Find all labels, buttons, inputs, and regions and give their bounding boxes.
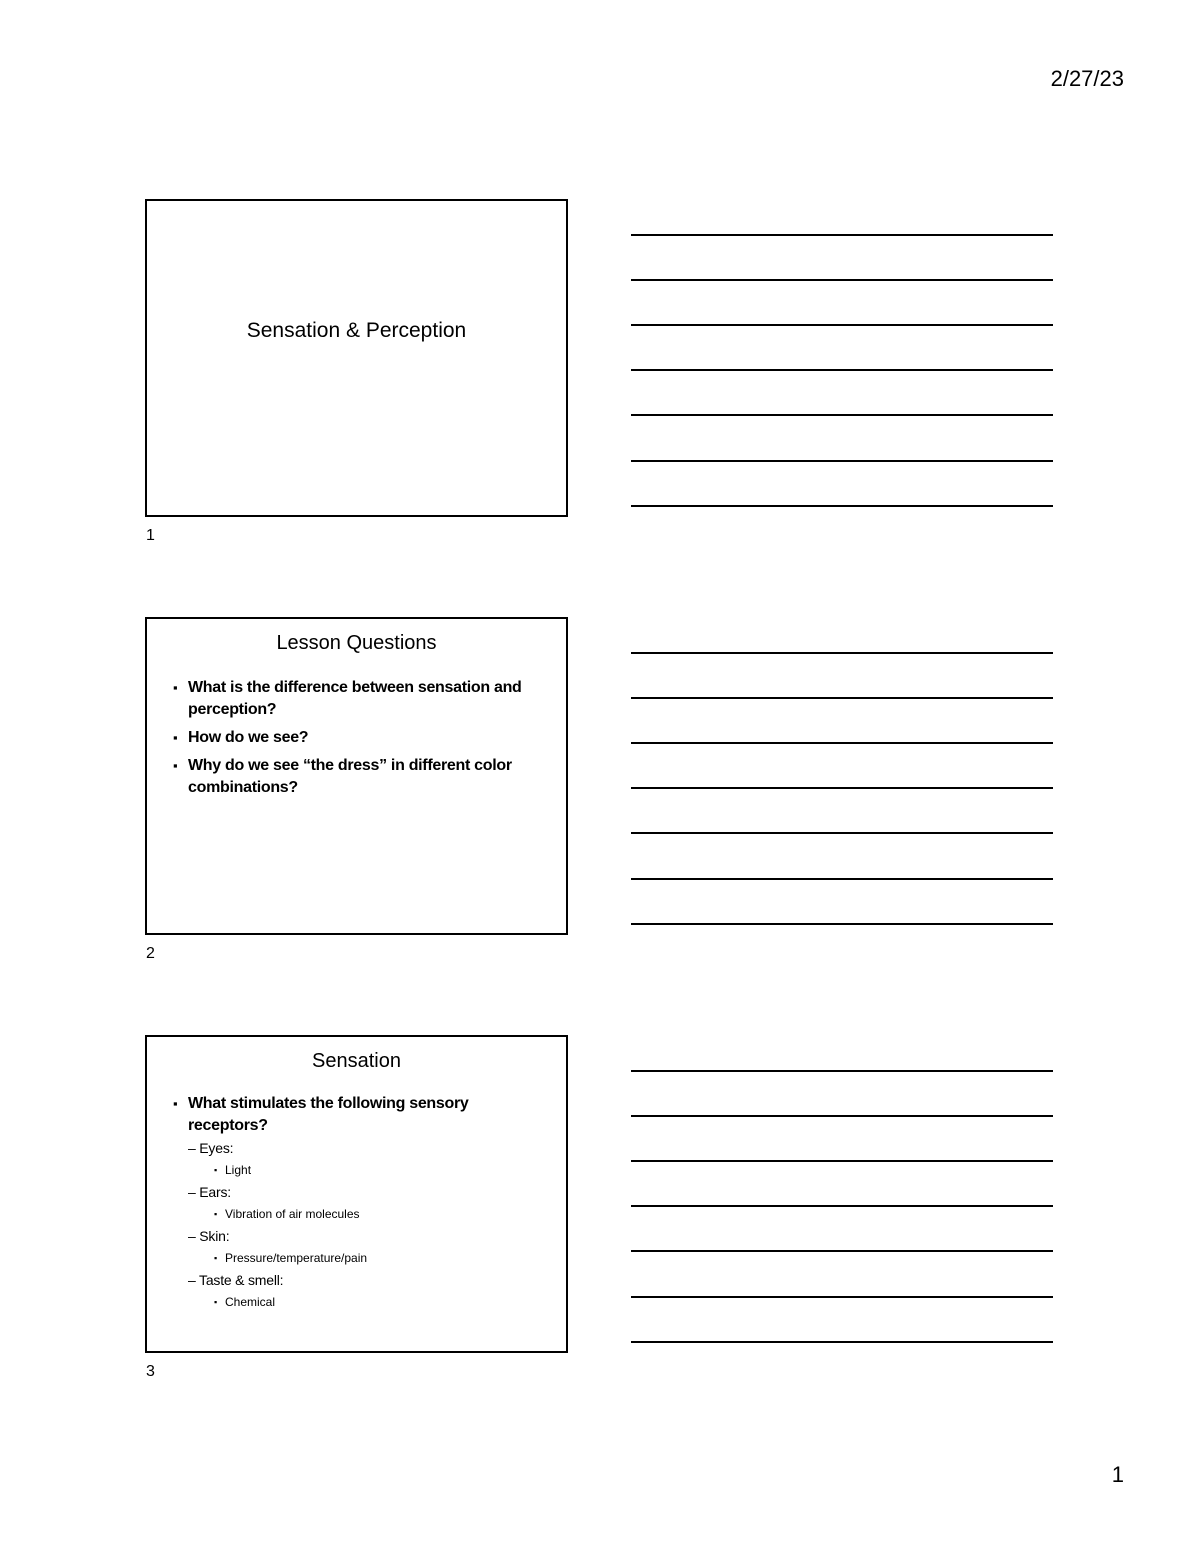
- slide-1: [145, 199, 568, 517]
- sub-item: – Skin: ▪ Pressure/temperature/pain: [188, 1225, 544, 1269]
- sub-item: – Eyes: ▪ Light: [188, 1137, 544, 1181]
- note-line: [631, 652, 1053, 654]
- bullet-icon: ▪: [214, 1165, 218, 1175]
- note-line: [631, 878, 1053, 880]
- note-line: [631, 1296, 1053, 1298]
- bullet-item: ▪ What stimulates the following sensory receptors? – Eyes: ▪ Light – Ears: ▪ Vibration of air molecules – Skin: ▪ Pressure/temperature/pain – Taste & smell: ▪ Chemical: [173, 1093, 544, 1313]
- bullet-icon: ▪: [173, 758, 178, 773]
- bullet-icon: ▪: [214, 1253, 218, 1263]
- slide-2: [145, 617, 568, 935]
- detail-item: ▪ Light: [214, 1159, 544, 1181]
- sub-item: – Taste & smell: ▪ Chemical: [188, 1269, 544, 1313]
- slide-number: 3: [146, 1363, 155, 1380]
- note-line: [631, 414, 1053, 416]
- note-line: [631, 505, 1053, 507]
- date-header: 2/27/23: [1050, 66, 1124, 91]
- bullet-icon: ▪: [173, 730, 178, 745]
- slide-number: 1: [146, 527, 155, 544]
- note-line: [631, 1160, 1053, 1162]
- bullet-icon: ▪: [214, 1209, 218, 1219]
- note-line: [631, 697, 1053, 699]
- note-line: [631, 1115, 1053, 1117]
- note-line: [631, 279, 1053, 281]
- note-line: [631, 742, 1053, 744]
- detail-list: [188, 1203, 544, 1225]
- detail-item: ▪ Chemical: [214, 1291, 544, 1313]
- bullet-item: ▪ Why do we see “the dress” in different color combinations?: [173, 757, 512, 796]
- detail-item: ▪ Vibration of air molecules: [214, 1203, 544, 1225]
- detail-list: [188, 1159, 544, 1181]
- sub-item: – Ears: ▪ Vibration of air molecules: [188, 1181, 544, 1225]
- note-line: [631, 234, 1053, 236]
- slide-title: Sensation & Perception: [246, 319, 467, 342]
- dash-icon: –: [188, 1184, 196, 1200]
- sub-list: [188, 1137, 544, 1313]
- bullet-list: [173, 677, 544, 805]
- note-line: [631, 1070, 1053, 1072]
- bullet-list: [173, 1093, 544, 1313]
- note-line: [631, 1341, 1053, 1343]
- dash-icon: –: [188, 1228, 196, 1244]
- dash-icon: –: [188, 1272, 196, 1288]
- detail-item: ▪ Pressure/temperature/pain: [214, 1247, 544, 1269]
- note-line: [631, 324, 1053, 326]
- slide-title: Lesson Questions: [276, 632, 437, 654]
- dash-icon: –: [188, 1140, 196, 1156]
- detail-list: [188, 1291, 544, 1313]
- note-line: [631, 1250, 1053, 1252]
- note-line: [631, 923, 1053, 925]
- bullet-icon: ▪: [173, 1096, 178, 1111]
- detail-list: [188, 1247, 544, 1269]
- bullet-item: ▪ What is the difference between sensation and perception?: [173, 679, 522, 718]
- page-number: 1: [1111, 1462, 1124, 1487]
- bullet-icon: ▪: [173, 680, 178, 695]
- note-line: [631, 787, 1053, 789]
- note-line: [631, 832, 1053, 834]
- bullet-icon: ▪: [214, 1297, 218, 1307]
- slide-3: [145, 1035, 568, 1353]
- note-line: [631, 369, 1053, 371]
- note-line: [631, 460, 1053, 462]
- bullet-item: ▪ How do we see?: [173, 727, 544, 749]
- note-line: [631, 1205, 1053, 1207]
- slide-title: Sensation: [312, 1050, 401, 1072]
- slide-number: 2: [146, 945, 155, 962]
